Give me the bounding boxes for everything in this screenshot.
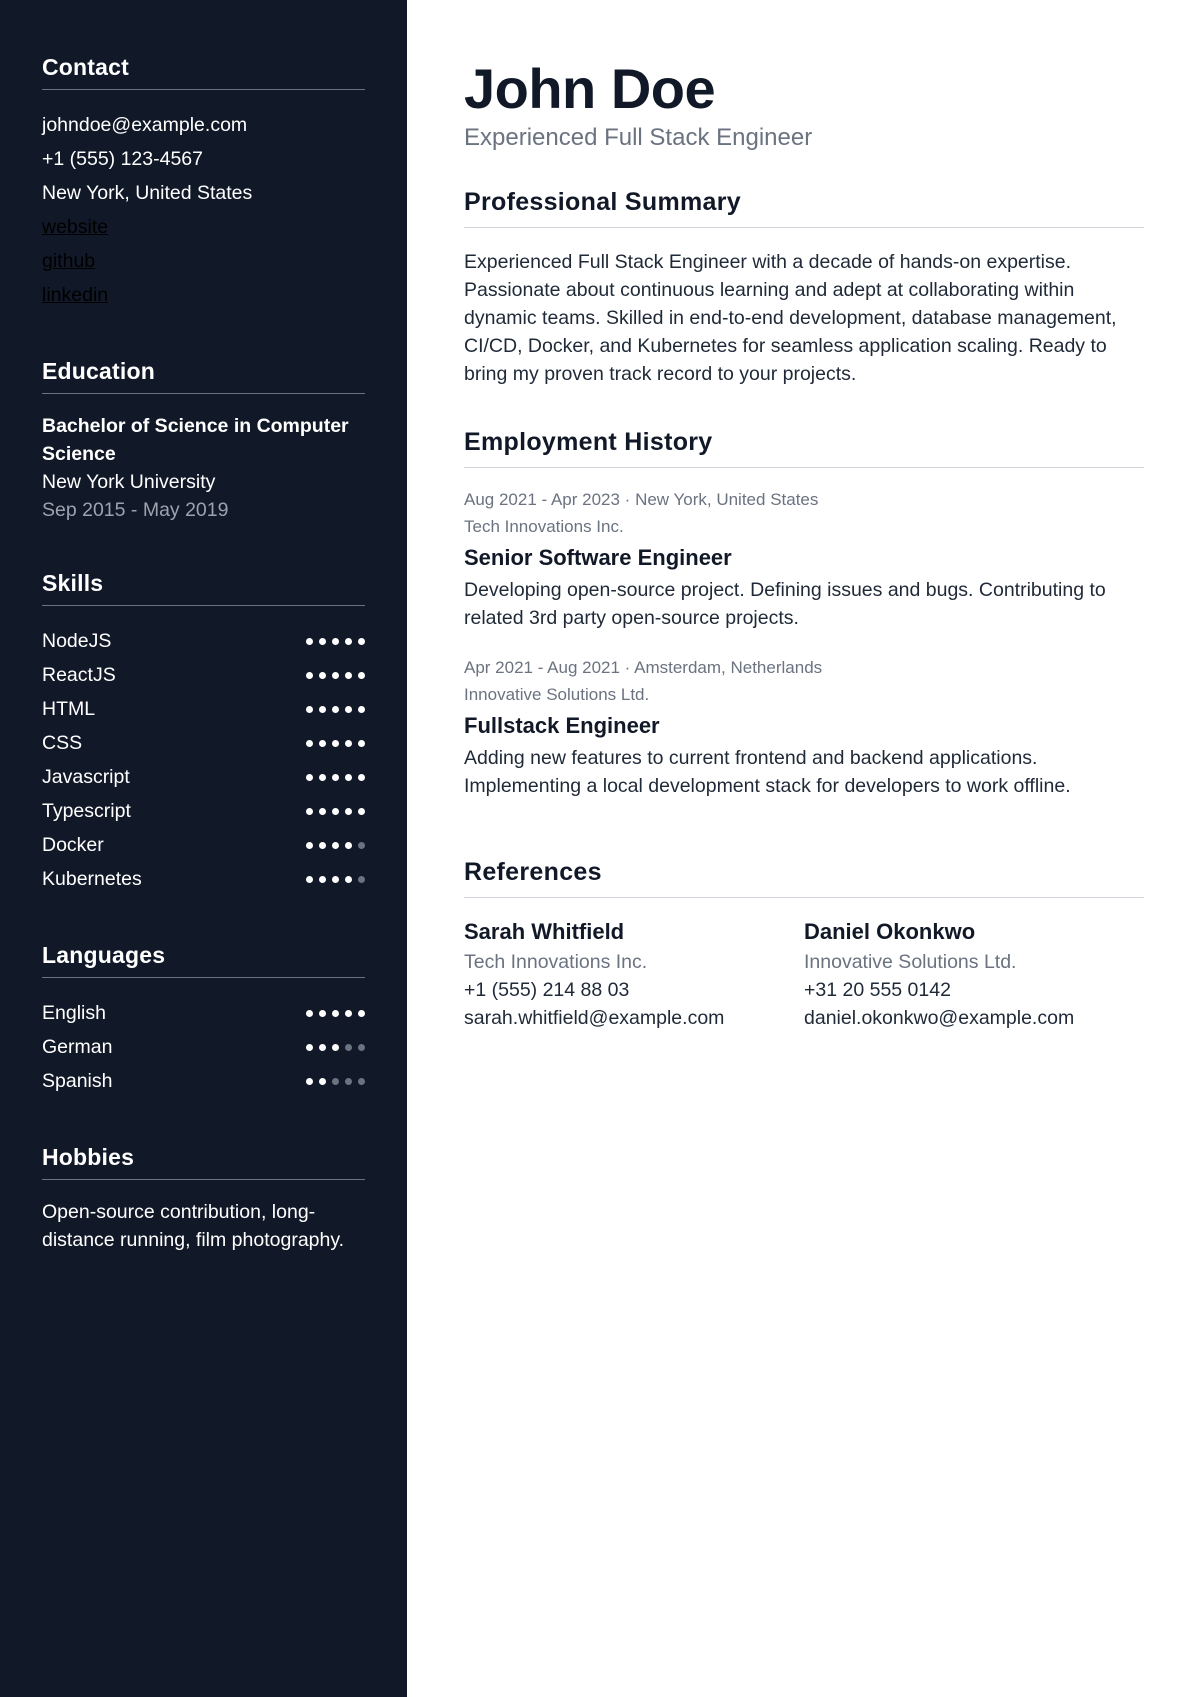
rating-dot-filled [332,740,339,747]
skill-row [42,692,365,726]
job-entry [464,654,1144,800]
rating-dot-filled [306,1078,313,1085]
job-entry [464,486,1144,632]
job-company: Tech Innovations Inc. [464,517,624,536]
summary-heading: Professional Summary [464,188,1144,228]
skill-row [42,828,365,862]
job-title: Senior Software Engineer [464,545,732,570]
rating-dot-empty [345,1078,352,1085]
language-rating [306,1044,365,1051]
references-heading: References [464,858,1144,898]
skill-row [42,726,365,760]
skill-rating [306,808,365,815]
skill-name: Javascript [42,765,130,788]
rating-dot-filled [332,638,339,645]
language-row [42,1030,365,1064]
language-name: English [42,1001,106,1024]
skill-rating [306,740,365,747]
skill-rating [306,876,365,883]
skill-name: ReactJS [42,663,116,686]
rating-dot-filled [358,808,365,815]
contact-location: New York, United States [42,182,253,204]
skill-rating [306,842,365,849]
summary-section [464,188,1144,388]
rating-dot-empty [332,1078,339,1085]
rating-dot-filled [345,774,352,781]
job-meta: Apr 2021 - Aug 2021 · Amsterdam, Netherlands [464,658,823,677]
language-rating [306,1078,365,1085]
language-name: German [42,1035,113,1058]
rating-dot-filled [332,1044,339,1051]
rating-dot-filled [345,638,352,645]
summary-text: Experienced Full Stack Engineer with a decade of hands-on expertise. Passionate about continuous learning and adept at collaborating within dynamic teams. Skilled in end-to-end development, database management, CI/CD, Docker, and Kubernetes for seamless application scaling. Ready to bring my proven track record to your projects. [464,251,1117,385]
rating-dot-filled [332,808,339,815]
reference-card [804,916,1144,1032]
reference-name: Sarah Whitfield [464,919,625,944]
rating-dot-filled [306,876,313,883]
rating-dot-filled [332,1010,339,1017]
languages-section [42,942,365,1098]
rating-dot-filled [332,876,339,883]
education-school: New York University [42,471,216,493]
person-name: John Doe [464,57,716,120]
rating-dot-filled [332,774,339,781]
skills-heading: Skills [42,570,365,606]
skill-name: Kubernetes [42,867,142,890]
language-name: Spanish [42,1069,113,1092]
rating-dot-filled [332,672,339,679]
job-description: Developing open-source project. Defining issues and bugs. Contributing to related 3rd party open-source projects. [464,579,1106,629]
rating-dot-empty [358,1044,365,1051]
rating-dot-filled [319,876,326,883]
reference-name: Daniel Okonkwo [804,919,976,944]
rating-dot-empty [358,1078,365,1085]
rating-dot-filled [319,638,326,645]
rating-dot-filled [345,808,352,815]
skill-rating [306,638,365,645]
references-section [464,858,1144,1032]
rating-dot-filled [319,740,326,747]
rating-dot-filled [345,842,352,849]
reference-phone: +31 20 555 0142 [804,979,951,1001]
reference-email[interactable]: sarah.whitfield@example.com [464,1007,725,1029]
skill-row [42,658,365,692]
skills-list [42,624,365,896]
rating-dot-filled [319,774,326,781]
employment-section [464,428,1144,800]
rating-dot-filled [306,808,313,815]
skill-row [42,794,365,828]
main-content [407,0,1200,1697]
hobbies-text: Open-source contribution, long-distance running, film photography. [42,1201,345,1251]
language-row [42,1064,365,1098]
reference-email[interactable]: daniel.okonkwo@example.com [804,1007,1075,1029]
language-row [42,996,365,1030]
rating-dot-filled [358,1010,365,1017]
rating-dot-filled [319,672,326,679]
rating-dot-filled [306,638,313,645]
job-meta: Aug 2021 - Apr 2023 · New York, United States [464,490,819,509]
languages-heading: Languages [42,942,365,978]
reference-card [464,916,804,1032]
rating-dot-filled [345,740,352,747]
education-section [42,358,365,524]
rating-dot-filled [358,774,365,781]
rating-dot-filled [306,706,313,713]
github-link[interactable]: github [42,250,96,272]
job-company: Innovative Solutions Ltd. [464,685,650,704]
skill-name: NodeJS [42,629,112,652]
skills-section [42,570,365,896]
rating-dot-filled [319,808,326,815]
skill-rating [306,706,365,713]
rating-dot-filled [319,706,326,713]
reference-phone: +1 (555) 214 88 03 [464,979,630,1001]
skill-row [42,760,365,794]
rating-dot-empty [358,876,365,883]
rating-dot-filled [306,740,313,747]
rating-dot-filled [306,842,313,849]
skill-row [42,862,365,896]
skill-name: Docker [42,833,104,856]
skill-rating [306,672,365,679]
rating-dot-filled [358,638,365,645]
rating-dot-filled [306,1044,313,1051]
skill-rating [306,774,365,781]
education-degree: Bachelor of Science in Computer Science [42,415,349,465]
rating-dot-filled [319,1010,326,1017]
rating-dot-filled [358,672,365,679]
education-dates: Sep 2015 - May 2019 [42,499,229,521]
rating-dot-filled [319,842,326,849]
rating-dot-filled [332,706,339,713]
rating-dot-empty [358,842,365,849]
contact-email[interactable]: johndoe@example.com [42,114,248,136]
references-list [464,916,1144,1032]
reference-company: Tech Innovations Inc. [464,951,648,973]
rating-dot-filled [358,740,365,747]
rating-dot-filled [358,706,365,713]
website-link[interactable]: website [42,216,109,238]
skill-name: CSS [42,731,83,754]
rating-dot-filled [319,1078,326,1085]
skill-name: Typescript [42,799,131,822]
employment-heading: Employment History [464,428,1144,468]
rating-dot-filled [306,1010,313,1017]
education-heading: Education [42,358,365,394]
linkedin-link[interactable]: linkedin [42,284,109,306]
contact-section [42,54,365,312]
rating-dot-filled [306,774,313,781]
rating-dot-filled [345,706,352,713]
hobbies-section [42,1144,365,1254]
job-description: Adding new features to current frontend and backend applications. Implementing a local development stack for developers to work offline. [464,747,1071,797]
rating-dot-filled [345,876,352,883]
skill-row [42,624,365,658]
contact-phone: +1 (555) 123-4567 [42,148,203,170]
rating-dot-empty [345,1044,352,1051]
rating-dot-filled [319,1044,326,1051]
rating-dot-filled [332,842,339,849]
reference-company: Innovative Solutions Ltd. [804,951,1017,973]
skill-name: HTML [42,697,96,720]
job-title: Fullstack Engineer [464,713,660,738]
rating-dot-filled [345,1010,352,1017]
rating-dot-filled [306,672,313,679]
contact-heading: Contact [42,54,365,90]
language-rating [306,1010,365,1017]
languages-list [42,996,365,1098]
person-title: Experienced Full Stack Engineer [464,124,813,151]
hobbies-heading: Hobbies [42,1144,365,1180]
rating-dot-filled [345,672,352,679]
sidebar [0,0,407,1697]
